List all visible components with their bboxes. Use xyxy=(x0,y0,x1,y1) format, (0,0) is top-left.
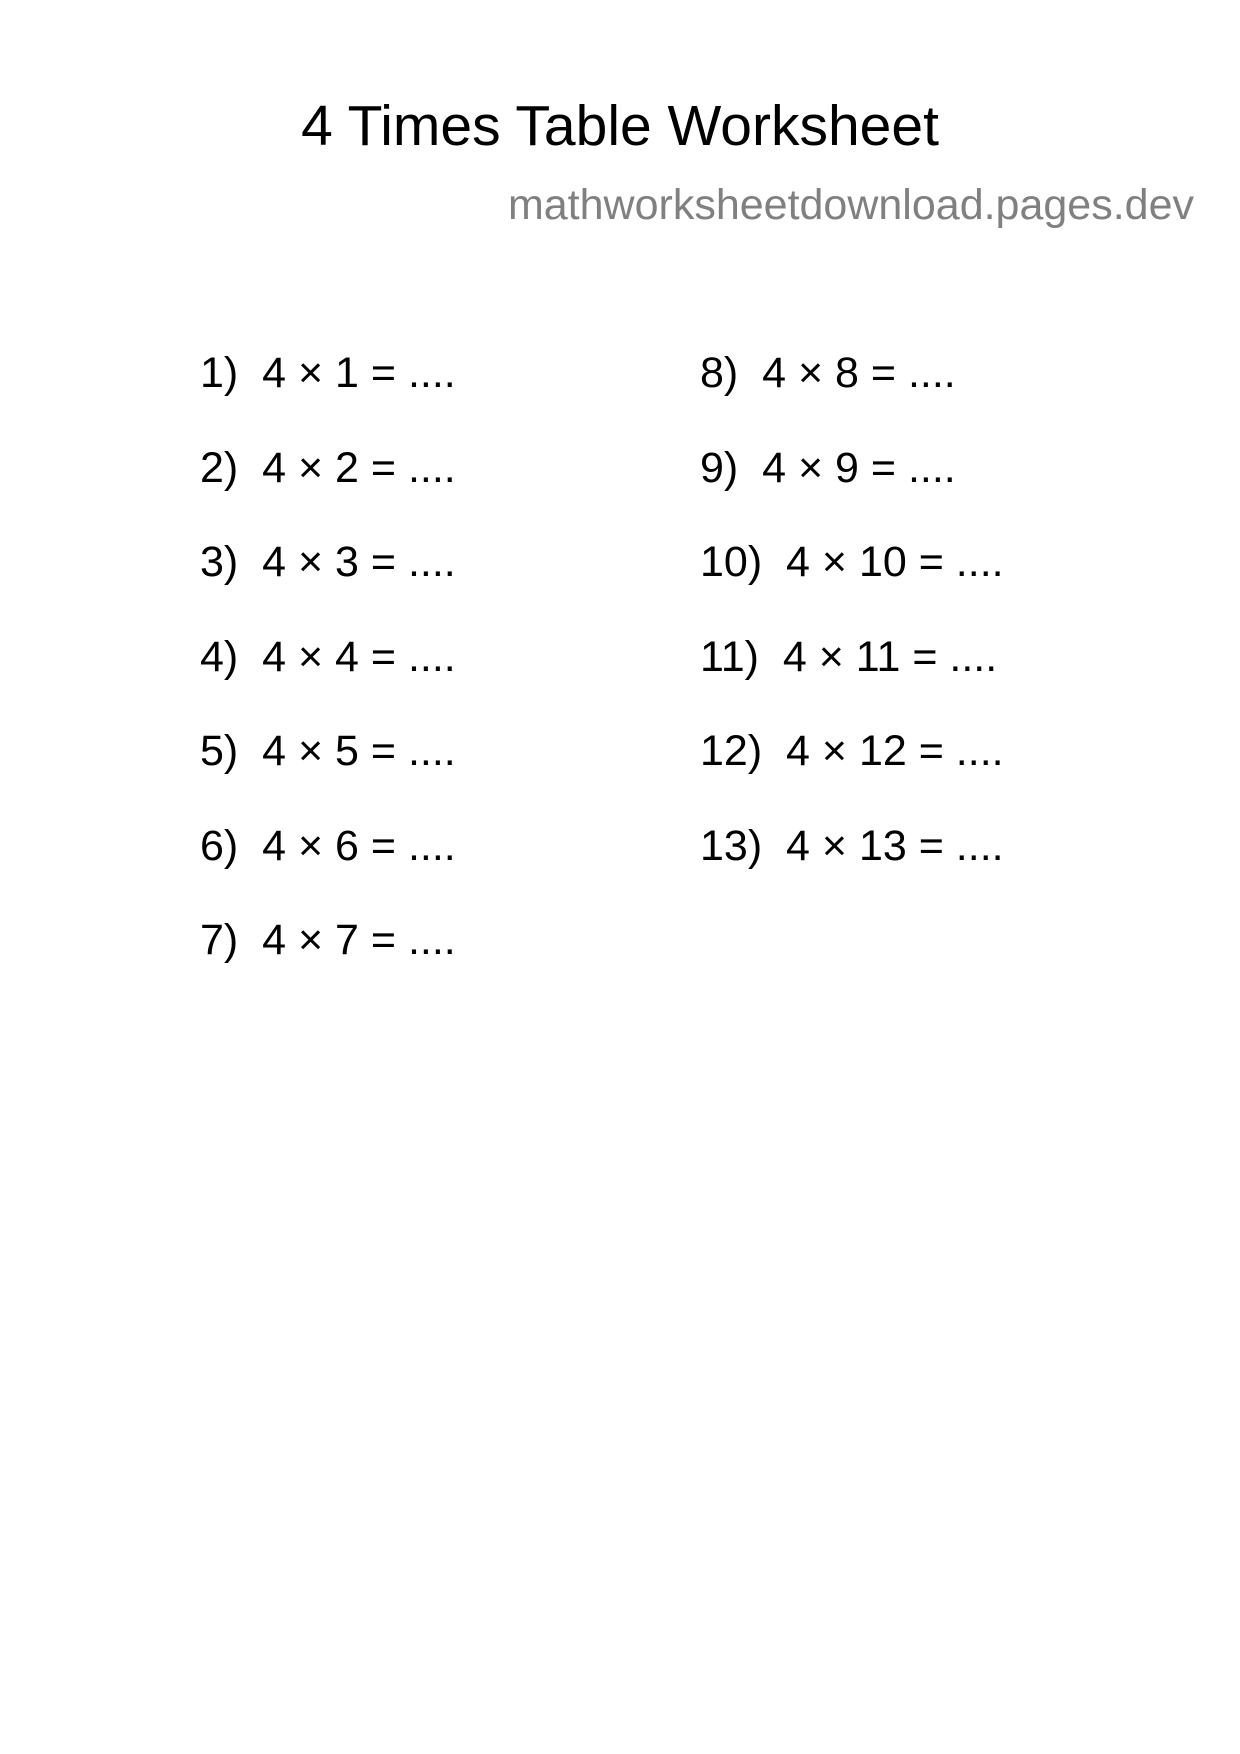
problem-1: 1) 4 × 1 = .... xyxy=(200,349,456,397)
problem-2: 2) 4 × 2 = .... xyxy=(200,443,456,492)
problem-13: 13) 4 × 13 = .... xyxy=(700,821,1004,870)
problem-7: 7) 4 × 7 = .... xyxy=(200,916,456,964)
problem-column-right xyxy=(700,349,1004,919)
problem-5: 5) 4 × 5 = .... xyxy=(200,727,456,775)
problem-9: 9) 4 × 9 = .... xyxy=(700,443,956,492)
problem-11: 11) 4 × 11 = .... xyxy=(700,632,998,681)
page-title: 4 Times Table Worksheet xyxy=(301,94,939,158)
problem-3: 3) 4 × 3 = .... xyxy=(200,538,456,586)
site-url: mathworksheetdownload.pages.dev xyxy=(507,181,1194,229)
problem-10: 10) 4 × 10 = .... xyxy=(700,538,1004,586)
problem-8: 8) 4 × 8 = .... xyxy=(700,349,956,397)
problem-6: 6) 4 × 6 = .... xyxy=(200,821,456,870)
problem-column-left xyxy=(200,349,456,1014)
problem-4: 4) 4 × 4 = .... xyxy=(200,632,456,681)
problem-12: 12) 4 × 12 = .... xyxy=(700,727,1004,775)
